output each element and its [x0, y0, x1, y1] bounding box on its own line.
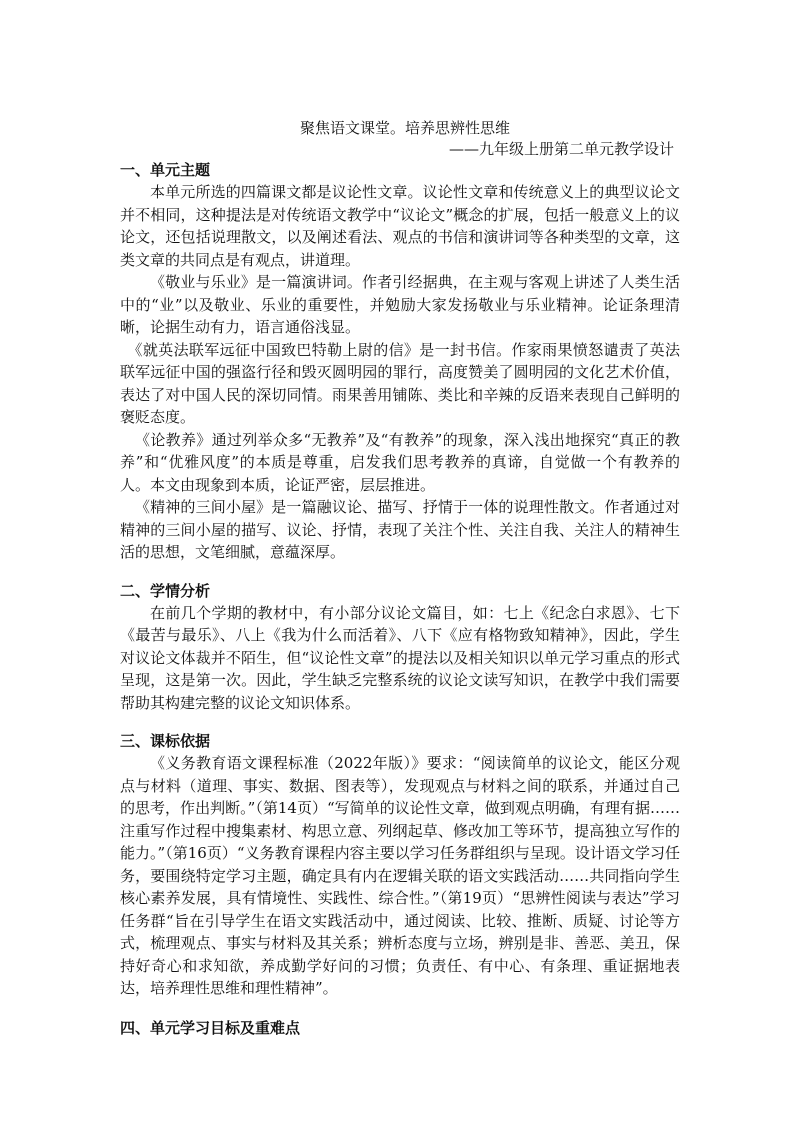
- section-spacer: [120, 564, 680, 580]
- section-spacer: [120, 1000, 680, 1017]
- section-heading-learner-analysis: 二、学情分析: [120, 581, 211, 600]
- section-heading-curriculum-basis: 三、课标依据: [120, 732, 211, 750]
- document-subtitle: ——九年级上册第二单元教学设计: [448, 140, 674, 158]
- paragraph-lun-jiaoyang: 《论教养》通过列举众多“无教养”及“有教养”的现象，深入浅出地探究“真正的教养”和“优雅风度”的本质是尊重，启发我们思考教养的真谛，自觉做一个有教养的人。本文由现象到本质，论证严密，层层推进。: [120, 430, 680, 494]
- section-heading-learning-goals: 四、单元学习目标及重难点: [120, 1018, 301, 1037]
- document-title: 聚焦语文课堂。培养思辨性思维: [299, 119, 510, 137]
- paragraph-curriculum-basis: 《义务教育语文课程标准（2022年版）》要求：“阅读简单的议论文，能区分观点与材料（道理、事实、数据、图表等），发现观点与材料之间的联系，并通过自己的思考，作出判断。”（第14页）“写简单的议论性文章，做到观点明确，有理有据……注重写作过程中搜集素材、构思立意、列纲起草、修改加工等环节，提高独立写作的能力。”（第16页）“义务教育课程内容主要以学习任务群组织与呈现。设计语文学习任务，要围绕特定学习主题，确定具有内在逻辑关联的语文实践活动……共同指向学生核心素养发展，具有情境性、实践性、综合性。”（第19页）“思辨性阅读与表达”学习任务群“旨在引导学生在语文实践活动中，通过阅读、比较、推断、质疑、讨论等方式，梳理观点、事实与材料及其关系；辨析态度与立场，辨别是非、善恶、美丑，保持好奇心和求知欲，养成勤学好问的习惯；负责任、有中心、有条理、重证据地表达，培养理性思维和理性精神”。: [120, 754, 680, 997]
- paragraph-three-rooms: 《精神的三间小屋》是一篇融议论、描写、抒情于一体的说理性散文。作者通过对精神的三间小屋的描写、议论、抒情，表现了关注个性、关注自我、关注人的精神生活的思想，文笔细腻，意蕴深厚。: [120, 498, 680, 561]
- section-spacer: [120, 714, 680, 730]
- paragraph-hugo-letter: 《就英法联军远征中国致巴特勒上尉的信》是一封书信。作家雨果愤怒谴责了英法联军远征中国的强盗行径和毁灭圆明园的罪行，高度赞美了圆明园的文化艺术价值，表达了对中国人民的深切同情。雨果善用铺陈、类比和辛辣的反语来表现自己鲜明的褒贬态度。: [120, 340, 680, 426]
- paragraph-learner-analysis: 在前几个学期的教材中，有小部分议论文篇目，如：七上《纪念白求恩》、七下《最苦与最乐》、八上《我为什么而活着》、八下《应有格物致知精神》，因此，学生对议论文体裁并不陌生，但“议论性文章”的提法以及相关知识以单元学习重点的形式呈现，这是第一次。因此，学生缺乏完整系统的议论文读写知识，在教学中我们需要帮助其构建完整的议论文知识体系。: [120, 603, 680, 712]
- section-heading-unit-theme: 一、单元主题: [120, 161, 211, 179]
- paragraph-unit-overview: 本单元所选的四篇课文都是议论性文章。议论性文章和传统意义上的典型议论文并不相同，这种提法是对传统语文教学中“议论文”概念的扩展，包括一般意义上的议论文，还包括说理散文，以及阐述看法、观点的书信和演讲词等各种类型的文章，这类文章的共同点是有观点，讲道理。: [120, 183, 680, 269]
- document-page: [120, 117, 680, 1039]
- paragraph-jingye-yu-leye: 《敬业与乐业》是一篇演讲词。作者引经据典，在主观与客观上讲述了人类生活中的“业”以及敬业、乐业的重要性，并勉励大家发扬敬业与乐业精神。论证条理清晰，论据生动有力，语言通俗浅显。: [120, 273, 680, 336]
